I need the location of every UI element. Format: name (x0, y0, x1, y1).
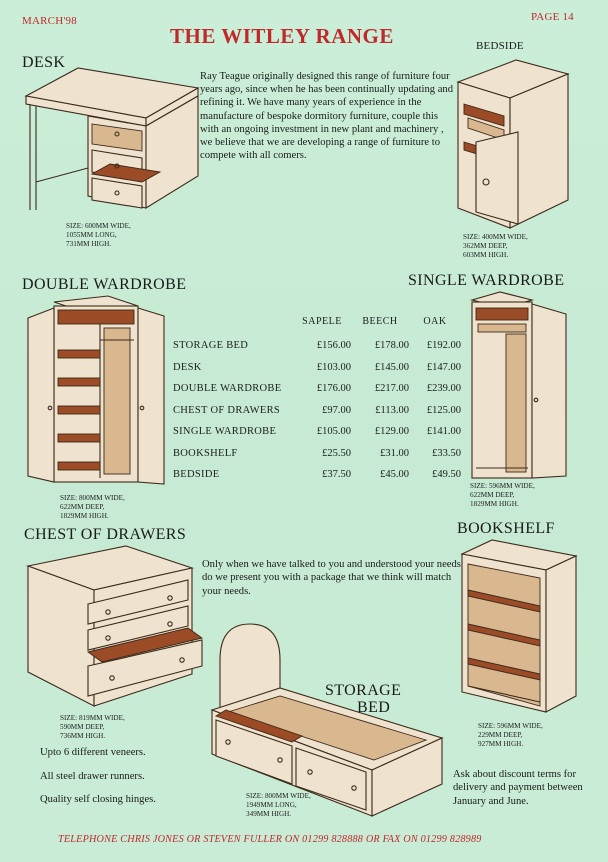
price-beech: £145.00 (374, 361, 409, 373)
discount-text: Ask about discount terms for delivery and payment between January and June. (453, 769, 583, 807)
price-sapele: £103.00 (316, 361, 351, 373)
table-row (173, 464, 461, 486)
price-oak: £49.50 (432, 469, 461, 481)
price-sapele: £105.00 (316, 426, 351, 438)
storage-bed-illustration (206, 620, 446, 820)
col-beech: BEECH (362, 316, 398, 327)
col-sapele: SAPELE (302, 316, 342, 327)
storage-bed-size: SIZE: 800MM WIDE, 1949MM LONG, 349MM HIGH. (246, 792, 311, 818)
row-item: BEDSIDE (173, 469, 220, 481)
feature-drawer-runners: All steel drawer runners. (40, 771, 145, 782)
price-oak: £33.50 (432, 447, 461, 459)
price-oak: £239.00 (426, 383, 461, 395)
price-oak: £192.00 (426, 340, 461, 352)
bookshelf-illustration (456, 536, 580, 720)
bookshelf-heading: BOOKSHELF (457, 520, 555, 537)
desk-heading: DESK (22, 54, 66, 71)
row-item: CHEST OF DRAWERS (173, 404, 281, 416)
row-item: SINGLE WARDROBE (173, 426, 277, 438)
bedside-illustration (454, 56, 574, 232)
price-sapele: £25.50 (322, 447, 351, 459)
table-row (173, 443, 461, 465)
price-oak: £147.00 (426, 361, 461, 373)
desk-illustration (22, 62, 202, 220)
row-item: DOUBLE WARDROBE (173, 383, 282, 395)
bedside-size: SIZE: 400MM WIDE, 362MM DEEP, 603MM HIGH. (463, 233, 528, 259)
table-row (173, 400, 461, 422)
feature-hinges: Quality self closing hinges. (40, 794, 156, 805)
price-table-header (173, 316, 461, 335)
price-beech: £217.00 (374, 383, 409, 395)
price-sapele: £37.50 (322, 469, 351, 481)
price-beech: £31.00 (380, 447, 409, 459)
double-wardrobe-heading: DOUBLE WARDROBE (22, 276, 187, 293)
price-sapele: £176.00 (316, 383, 351, 395)
intro-text: Ray Teague originally designed this range of furniture four years ago, since when he has been continually updating and refining it. We have many years of experience in the manufacture of bespoke dormitory furniture, couple this with an ongoing investment in new plant and machinery , we believe that we are developing a range of furniture to compete with all comers. (200, 71, 453, 162)
package-text: Only when we have talked to you and understood your needs do we present you with a package that we think will match your needs. (202, 559, 461, 597)
chest-of-drawers-size: SIZE: 819MM WIDE, 590MM DEEP, 736MM HIGH. (60, 714, 125, 740)
desk-size: SIZE: 600MM WIDE, 1055MM LONG, 731MM HIGH. (66, 222, 131, 248)
price-sapele: £156.00 (316, 340, 351, 352)
bedside-heading: BEDSIDE (476, 40, 524, 52)
price-oak: £125.00 (426, 404, 461, 416)
price-sapele: £97.00 (322, 404, 351, 416)
price-beech: £129.00 (374, 426, 409, 438)
chest-of-drawers-illustration (22, 542, 206, 712)
issue-date: MARCH'98 (22, 15, 77, 27)
chest-of-drawers-heading: CHEST OF DRAWERS (24, 526, 187, 543)
single-wardrobe-heading: SINGLE WARDROBE (408, 272, 565, 289)
table-row (173, 357, 461, 379)
table-row (173, 378, 461, 400)
row-item: BOOKSHELF (173, 447, 238, 459)
price-beech: £178.00 (374, 340, 409, 352)
feature-veneers: Upto 6 different veneers. (40, 747, 146, 758)
double-wardrobe-illustration (24, 292, 170, 492)
row-item: STORAGE BED (173, 340, 249, 352)
col-oak: OAK (423, 316, 447, 327)
bookshelf-size: SIZE: 596MM WIDE, 229MM DEEP, 927MM HIGH. (478, 722, 543, 748)
storage-bed-heading: STORAGE (325, 682, 402, 699)
single-wardrobe-size: SIZE: 596MM WIDE, 622MM DEEP, 1829MM HIGH. (470, 482, 535, 508)
single-wardrobe-illustration (466, 290, 576, 482)
table-row (173, 335, 461, 357)
page-title: THE WITLEY RANGE (170, 24, 394, 48)
price-beech: £113.00 (375, 404, 409, 416)
price-table (173, 316, 461, 486)
table-row (173, 421, 461, 443)
row-item: DESK (173, 361, 202, 373)
double-wardrobe-size: SIZE: 800MM WIDE, 622MM DEEP, 1829MM HIGH. (60, 494, 125, 520)
contact-footer: TELEPHONE CHRIS JONES OR STEVEN FULLER ON 01299 828888 OR FAX ON 01299 828989 (58, 834, 482, 845)
storage-bed-heading-line2: BED (357, 699, 391, 716)
price-beech: £45.00 (380, 469, 409, 481)
page-number: PAGE 14 (531, 11, 574, 23)
price-oak: £141.00 (426, 426, 461, 438)
